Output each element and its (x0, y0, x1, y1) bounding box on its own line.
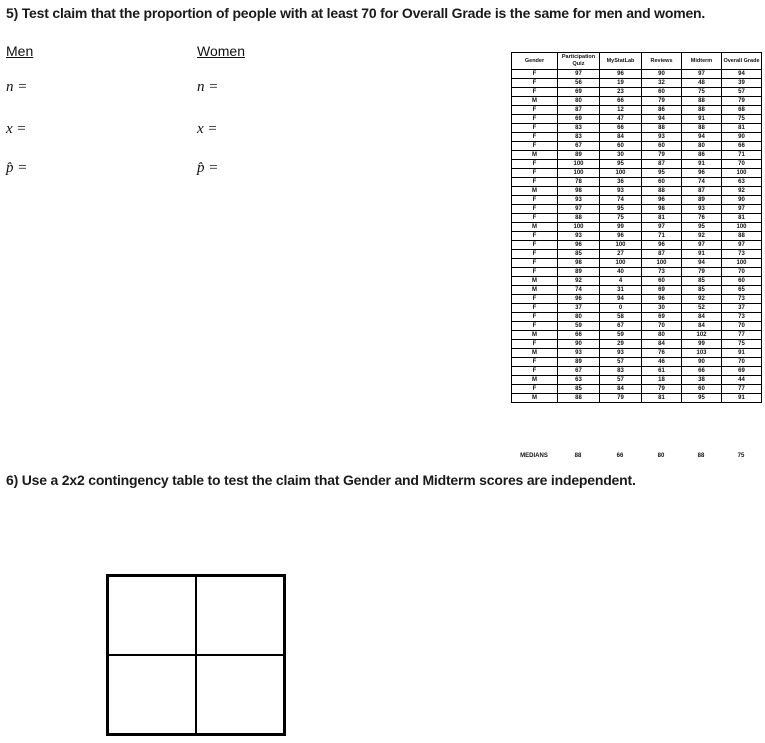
cell-overall-grade: 70 (722, 358, 762, 367)
cell-gender: F (512, 169, 558, 178)
contingency-table-grid (106, 574, 286, 736)
cell-overall-grade: 39 (722, 79, 762, 88)
cell-overall-grade: 73 (722, 295, 762, 304)
cell-participation-quiz: 98 (558, 259, 600, 268)
cell-mystatlab: 94 (600, 295, 642, 304)
table-header-row (512, 53, 762, 70)
table-row (512, 358, 762, 367)
cell-midterm: 74 (682, 178, 722, 187)
cell-overall-grade: 100 (722, 223, 762, 232)
cell-midterm: 88 (682, 106, 722, 115)
cell-reviews: 79 (642, 151, 682, 160)
women-n-label: n = (197, 79, 219, 95)
cell-mystatlab: 57 (600, 376, 642, 385)
cell-midterm: 84 (682, 322, 722, 331)
cell-reviews: 81 (642, 394, 682, 403)
cell-participation-quiz: 83 (558, 133, 600, 142)
cell-overall-grade: 77 (722, 385, 762, 394)
cell-participation-quiz: 96 (558, 295, 600, 304)
table-row (512, 394, 762, 403)
table-row (512, 214, 762, 223)
table-row (512, 331, 762, 340)
median-overall-grade: 75 (737, 453, 745, 459)
cell-midterm: 79 (682, 268, 722, 277)
cell-overall-grade: 73 (722, 313, 762, 322)
table-row (512, 142, 762, 151)
header-reviews: Reviews (642, 53, 682, 70)
women-heading: Women (197, 43, 245, 59)
cell-reviews: 60 (642, 277, 682, 286)
cell-midterm: 96 (682, 169, 722, 178)
men-heading: Men (6, 43, 34, 59)
cell-gender: F (512, 88, 558, 97)
contingency-cell-bottom-right[interactable] (196, 655, 284, 734)
cell-midterm: 38 (682, 376, 722, 385)
cell-mystatlab: 59 (600, 331, 642, 340)
cell-reviews: 73 (642, 268, 682, 277)
medians-label: MEDIANS (520, 453, 548, 459)
cell-participation-quiz: 63 (558, 376, 600, 385)
cell-mystatlab: 67 (600, 322, 642, 331)
cell-overall-grade: 75 (722, 340, 762, 349)
cell-reviews: 32 (642, 79, 682, 88)
median-mystatlab: 66 (616, 453, 624, 459)
cell-gender: M (512, 151, 558, 160)
medians-row-table (511, 451, 761, 461)
cell-participation-quiz: 69 (558, 115, 600, 124)
cell-gender: M (512, 376, 558, 385)
men-n-label: n = (6, 79, 28, 95)
cell-mystatlab: 40 (600, 268, 642, 277)
cell-gender: F (512, 259, 558, 268)
cell-participation-quiz: 85 (558, 385, 600, 394)
cell-mystatlab: 96 (600, 232, 642, 241)
cell-participation-quiz: 90 (558, 340, 600, 349)
cell-overall-grade: 88 (722, 232, 762, 241)
cell-mystatlab: 31 (600, 286, 642, 295)
cell-gender: F (512, 358, 558, 367)
cell-reviews: 76 (642, 349, 682, 358)
table-row (512, 187, 762, 196)
table-row (512, 277, 762, 286)
cell-midterm: 92 (682, 295, 722, 304)
table-row (512, 250, 762, 259)
cell-gender: F (512, 133, 558, 142)
cell-reviews: 69 (642, 313, 682, 322)
cell-midterm: 66 (682, 367, 722, 376)
cell-overall-grade: 73 (722, 250, 762, 259)
cell-participation-quiz: 97 (558, 70, 600, 79)
cell-reviews: 97 (642, 223, 682, 232)
cell-mystatlab: 19 (600, 79, 642, 88)
contingency-cell-top-right[interactable] (196, 576, 284, 655)
cell-reviews: 84 (642, 340, 682, 349)
cell-overall-grade: 77 (722, 331, 762, 340)
cell-mystatlab: 100 (600, 259, 642, 268)
cell-midterm: 85 (682, 286, 722, 295)
cell-midterm: 86 (682, 151, 722, 160)
cell-gender: F (512, 232, 558, 241)
cell-mystatlab: 84 (600, 133, 642, 142)
cell-reviews: 87 (642, 250, 682, 259)
cell-participation-quiz: 56 (558, 79, 600, 88)
grades-table (511, 52, 762, 403)
cell-mystatlab: 12 (600, 106, 642, 115)
cell-overall-grade: 94 (722, 70, 762, 79)
cell-midterm: 93 (682, 205, 722, 214)
cell-reviews: 79 (642, 385, 682, 394)
table-row (512, 115, 762, 124)
cell-overall-grade: 92 (722, 187, 762, 196)
cell-midterm: 91 (682, 160, 722, 169)
cell-midterm: 97 (682, 70, 722, 79)
cell-gender: F (512, 196, 558, 205)
cell-overall-grade: 81 (722, 124, 762, 133)
cell-mystatlab: 57 (600, 358, 642, 367)
cell-gender: F (512, 115, 558, 124)
cell-midterm: 75 (682, 88, 722, 97)
cell-gender: F (512, 250, 558, 259)
table-row (512, 259, 762, 268)
cell-gender: F (512, 70, 558, 79)
cell-reviews: 70 (642, 322, 682, 331)
cell-mystatlab: 60 (600, 142, 642, 151)
cell-midterm: 87 (682, 187, 722, 196)
cell-midterm: 102 (682, 331, 722, 340)
cell-midterm: 80 (682, 142, 722, 151)
cell-participation-quiz: 88 (558, 394, 600, 403)
men-x-label: x = (6, 121, 27, 137)
cell-midterm: 85 (682, 277, 722, 286)
cell-gender: F (512, 367, 558, 376)
table-row (512, 322, 762, 331)
cell-gender: F (512, 313, 558, 322)
cell-reviews: 30 (642, 304, 682, 313)
cell-gender: F (512, 205, 558, 214)
header-gender: Gender (512, 53, 558, 70)
contingency-cell-top-left[interactable] (108, 576, 196, 655)
cell-overall-grade: 68 (722, 106, 762, 115)
question-6: 6) Use a 2x2 contingency table to test the claim that Gender and Midterm scores are independent. (6, 472, 636, 488)
cell-reviews: 81 (642, 214, 682, 223)
cell-gender: F (512, 340, 558, 349)
cell-overall-grade: 60 (722, 277, 762, 286)
cell-gender: F (512, 178, 558, 187)
cell-gender: F (512, 241, 558, 250)
table-row (512, 385, 762, 394)
cell-midterm: 103 (682, 349, 722, 358)
median-midterm: 88 (697, 453, 705, 459)
cell-gender: F (512, 304, 558, 313)
cell-participation-quiz: 80 (558, 97, 600, 106)
table-row (512, 349, 762, 358)
cell-overall-grade: 44 (722, 376, 762, 385)
header-midterm: Midterm (682, 53, 722, 70)
cell-reviews: 96 (642, 241, 682, 250)
table-row (512, 232, 762, 241)
cell-overall-grade: 91 (722, 394, 762, 403)
cell-overall-grade: 90 (722, 196, 762, 205)
table-row (512, 223, 762, 232)
table-row (512, 88, 762, 97)
women-x-label: x = (197, 121, 218, 137)
cell-gender: M (512, 97, 558, 106)
cell-mystatlab: 74 (600, 196, 642, 205)
table-row (512, 133, 762, 142)
cell-midterm: 95 (682, 223, 722, 232)
cell-gender: M (512, 277, 558, 286)
cell-participation-quiz: 100 (558, 223, 600, 232)
cell-overall-grade: 71 (722, 151, 762, 160)
table-row (512, 286, 762, 295)
cell-reviews: 18 (642, 376, 682, 385)
cell-gender: F (512, 160, 558, 169)
cell-gender: F (512, 322, 558, 331)
cell-gender: M (512, 349, 558, 358)
table-row (512, 97, 762, 106)
header-overall-grade: Overall Grade (722, 53, 762, 70)
cell-participation-quiz: 96 (558, 241, 600, 250)
cell-participation-quiz: 93 (558, 349, 600, 358)
cell-midterm: 90 (682, 358, 722, 367)
cell-mystatlab: 36 (600, 178, 642, 187)
cell-mystatlab: 23 (600, 88, 642, 97)
cell-participation-quiz: 74 (558, 286, 600, 295)
table-row (512, 160, 762, 169)
table-row (512, 367, 762, 376)
cell-midterm: 95 (682, 394, 722, 403)
cell-overall-grade: 90 (722, 133, 762, 142)
cell-reviews: 46 (642, 358, 682, 367)
table-row (512, 151, 762, 160)
header-participation-quiz: Participation Quiz (558, 53, 600, 70)
table-row (512, 178, 762, 187)
cell-midterm: 76 (682, 214, 722, 223)
cell-reviews: 96 (642, 295, 682, 304)
cell-reviews: 88 (642, 124, 682, 133)
cell-midterm: 60 (682, 385, 722, 394)
cell-midterm: 88 (682, 97, 722, 106)
cell-gender: F (512, 268, 558, 277)
table-row (512, 340, 762, 349)
cell-midterm: 94 (682, 259, 722, 268)
cell-midterm: 97 (682, 241, 722, 250)
cell-reviews: 87 (642, 160, 682, 169)
cell-midterm: 91 (682, 250, 722, 259)
men-phat-label: p̂ = (6, 160, 28, 176)
cell-mystatlab: 30 (600, 151, 642, 160)
cell-reviews: 90 (642, 70, 682, 79)
cell-overall-grade: 70 (722, 322, 762, 331)
cell-reviews: 69 (642, 286, 682, 295)
table-row (512, 70, 762, 79)
cell-mystatlab: 95 (600, 160, 642, 169)
cell-gender: F (512, 295, 558, 304)
cell-midterm: 99 (682, 340, 722, 349)
cell-overall-grade: 63 (722, 178, 762, 187)
cell-mystatlab: 4 (600, 277, 642, 286)
cell-mystatlab: 29 (600, 340, 642, 349)
cell-participation-quiz: 83 (558, 124, 600, 133)
cell-gender: F (512, 214, 558, 223)
cell-overall-grade: 79 (722, 97, 762, 106)
cell-gender: M (512, 223, 558, 232)
cell-gender: F (512, 142, 558, 151)
cell-participation-quiz: 89 (558, 268, 600, 277)
cell-overall-grade: 97 (722, 205, 762, 214)
cell-overall-grade: 81 (722, 214, 762, 223)
cell-reviews: 86 (642, 106, 682, 115)
cell-gender: F (512, 79, 558, 88)
cell-mystatlab: 99 (600, 223, 642, 232)
cell-overall-grade: 100 (722, 169, 762, 178)
cell-overall-grade: 75 (722, 115, 762, 124)
cell-participation-quiz: 67 (558, 367, 600, 376)
medians-row (511, 451, 761, 461)
cell-participation-quiz: 100 (558, 160, 600, 169)
women-phat-label: p̂ = (197, 160, 219, 176)
cell-mystatlab: 83 (600, 367, 642, 376)
cell-overall-grade: 69 (722, 367, 762, 376)
cell-reviews: 71 (642, 232, 682, 241)
cell-midterm: 91 (682, 115, 722, 124)
table-row (512, 304, 762, 313)
cell-gender: M (512, 394, 558, 403)
cell-participation-quiz: 37 (558, 304, 600, 313)
cell-overall-grade: 70 (722, 268, 762, 277)
cell-mystatlab: 96 (600, 70, 642, 79)
cell-reviews: 80 (642, 331, 682, 340)
cell-overall-grade: 57 (722, 88, 762, 97)
cell-participation-quiz: 100 (558, 169, 600, 178)
cell-mystatlab: 66 (600, 97, 642, 106)
median-participation-quiz: 88 (574, 453, 582, 459)
cell-overall-grade: 91 (722, 349, 762, 358)
table-row (512, 295, 762, 304)
cell-mystatlab: 47 (600, 115, 642, 124)
cell-mystatlab: 79 (600, 394, 642, 403)
cell-reviews: 94 (642, 115, 682, 124)
cell-reviews: 61 (642, 367, 682, 376)
cell-midterm: 92 (682, 232, 722, 241)
cell-overall-grade: 70 (722, 160, 762, 169)
cell-participation-quiz: 69 (558, 88, 600, 97)
cell-midterm: 88 (682, 124, 722, 133)
cell-gender: M (512, 286, 558, 295)
cell-reviews: 93 (642, 133, 682, 142)
table-row (512, 79, 762, 88)
cell-participation-quiz: 66 (558, 331, 600, 340)
cell-gender: M (512, 331, 558, 340)
cell-mystatlab: 100 (600, 169, 642, 178)
cell-reviews: 95 (642, 169, 682, 178)
table-row (512, 205, 762, 214)
cell-participation-quiz: 80 (558, 313, 600, 322)
cell-reviews: 60 (642, 142, 682, 151)
cell-overall-grade: 97 (722, 241, 762, 250)
cell-participation-quiz: 59 (558, 322, 600, 331)
cell-reviews: 60 (642, 178, 682, 187)
median-reviews: 80 (657, 453, 665, 459)
cell-participation-quiz: 92 (558, 277, 600, 286)
cell-midterm: 94 (682, 133, 722, 142)
cell-participation-quiz: 67 (558, 142, 600, 151)
cell-gender: M (512, 187, 558, 196)
cell-mystatlab: 27 (600, 250, 642, 259)
cell-reviews: 88 (642, 187, 682, 196)
cell-mystatlab: 0 (600, 304, 642, 313)
cell-reviews: 96 (642, 196, 682, 205)
cell-mystatlab: 95 (600, 205, 642, 214)
cell-reviews: 79 (642, 97, 682, 106)
table-row (512, 241, 762, 250)
cell-overall-grade: 100 (722, 259, 762, 268)
cell-mystatlab: 93 (600, 187, 642, 196)
cell-overall-grade: 66 (722, 142, 762, 151)
cell-participation-quiz: 93 (558, 196, 600, 205)
cell-participation-quiz: 85 (558, 250, 600, 259)
cell-mystatlab: 75 (600, 214, 642, 223)
cell-midterm: 89 (682, 196, 722, 205)
cell-mystatlab: 84 (600, 385, 642, 394)
table-row (512, 376, 762, 385)
cell-reviews: 100 (642, 259, 682, 268)
cell-gender: F (512, 106, 558, 115)
table-row (512, 169, 762, 178)
cell-participation-quiz: 97 (558, 205, 600, 214)
cell-gender: F (512, 124, 558, 133)
cell-participation-quiz: 89 (558, 151, 600, 160)
table-row (512, 124, 762, 133)
cell-midterm: 48 (682, 79, 722, 88)
cell-mystatlab: 66 (600, 124, 642, 133)
header-mystatlab: MyStatLab (600, 53, 642, 70)
question-5: 5) Test claim that the proportion of people with at least 70 for Overall Grade is the same for men and women. (6, 5, 706, 21)
cell-participation-quiz: 88 (558, 214, 600, 223)
cell-participation-quiz: 87 (558, 106, 600, 115)
cell-reviews: 98 (642, 205, 682, 214)
cell-participation-quiz: 78 (558, 178, 600, 187)
table-row (512, 268, 762, 277)
cell-gender: F (512, 385, 558, 394)
cell-midterm: 52 (682, 304, 722, 313)
cell-reviews: 60 (642, 88, 682, 97)
cell-mystatlab: 58 (600, 313, 642, 322)
cell-participation-quiz: 98 (558, 187, 600, 196)
table-row (512, 196, 762, 205)
cell-overall-grade: 65 (722, 286, 762, 295)
table-row (512, 106, 762, 115)
contingency-cell-bottom-left[interactable] (108, 655, 196, 734)
cell-overall-grade: 37 (722, 304, 762, 313)
cell-participation-quiz: 93 (558, 232, 600, 241)
cell-mystatlab: 93 (600, 349, 642, 358)
table-row (512, 313, 762, 322)
cell-participation-quiz: 89 (558, 358, 600, 367)
cell-midterm: 84 (682, 313, 722, 322)
cell-mystatlab: 100 (600, 241, 642, 250)
